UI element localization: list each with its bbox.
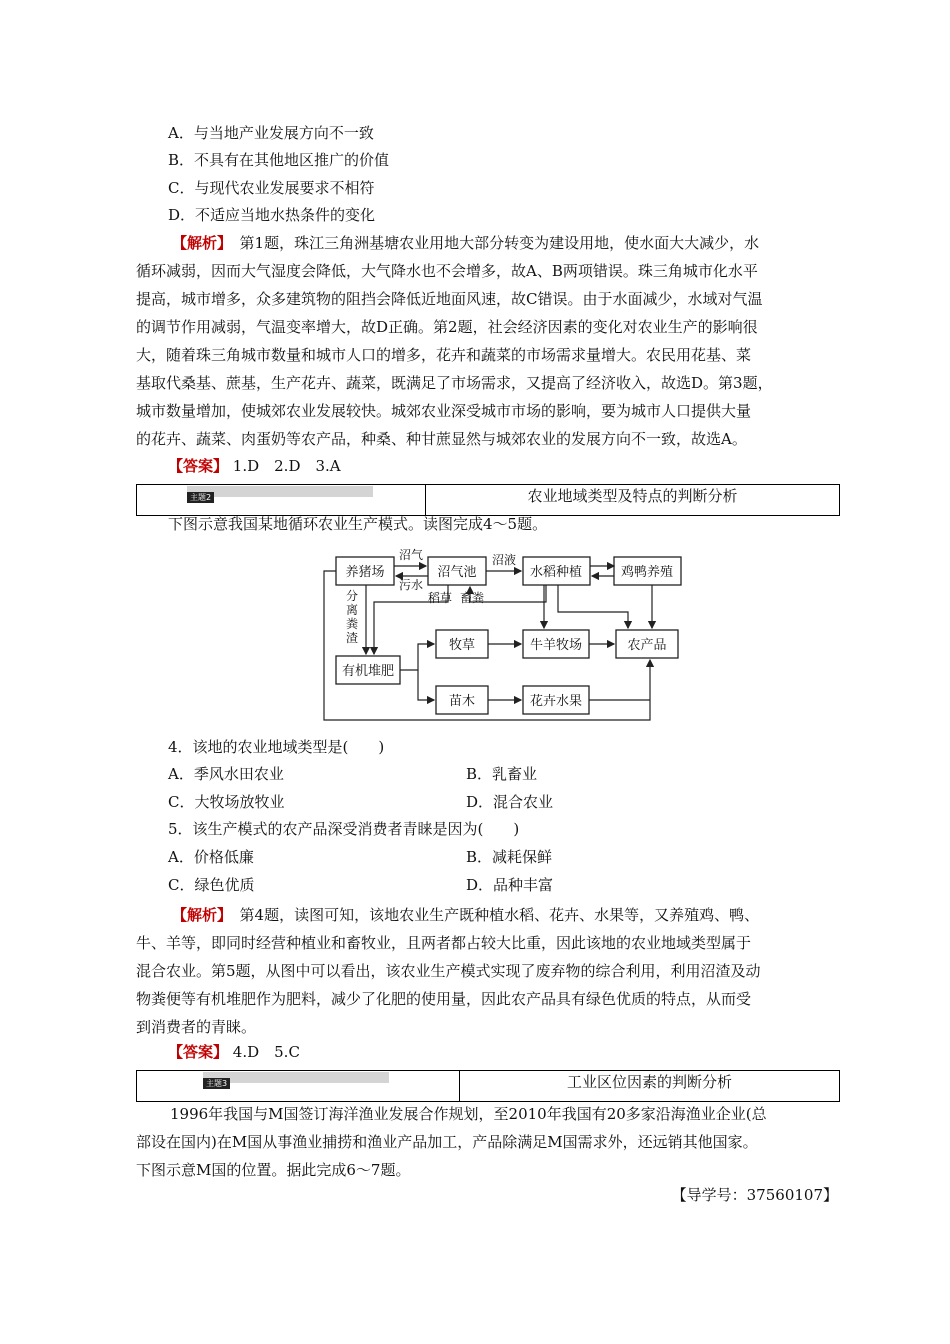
option-c: C．与现代农业发展要求不相符 xyxy=(168,179,375,197)
node-label: 牧草 xyxy=(448,638,476,653)
intro-row: 1996年我国与M国签订海洋渔业发展合作规划，至2010年我国有20多家沿海渔业企业(总 xyxy=(170,1105,767,1123)
intro-text: 下图示意我国某地循环农业生产模式。读图完成4～5题。 xyxy=(168,515,548,533)
topic-bar-2 xyxy=(136,484,840,516)
node-label: 苗木 xyxy=(448,694,476,709)
analysis-tag: 【解析】 xyxy=(172,234,225,252)
circular-agriculture-diagram xyxy=(318,540,674,730)
topic-title: 工业区位因素的判断分析 xyxy=(566,1073,732,1091)
node-label: 牛羊牧场 xyxy=(529,638,583,653)
guide-number: 【导学号：37560107】 xyxy=(671,1186,838,1204)
analysis-row: 物粪便等有机堆肥作为肥料，减少了化肥的使用量，因此农产品具有绿色优质的特点，从而受 xyxy=(136,990,752,1008)
question-5: 5．该生产模式的农产品深受消费者青睐是因为( ) xyxy=(168,820,520,838)
analysis-row: 城市数量增加，使城郊农业发展较快。城郊农业深受城市市场的影响，要为城市人口提供大量 xyxy=(136,402,752,420)
intro-row: 下图示意M国的位置。据此完成6～7题。 xyxy=(136,1161,411,1179)
option-a: A．价格低廉 xyxy=(168,848,254,866)
option-d: D．混合农业 xyxy=(466,793,554,811)
analysis-row: 【解析】 第4题，读图可知，该地农业生产既种植水稻、花卉、水果等，又养殖鸡、鸭、 xyxy=(172,906,760,924)
analysis-row: 大，随着珠三角城市数量和城市人口的增多，花卉和蔬菜的市场需求量增大。农民用花基、菜 xyxy=(136,346,752,364)
node-label: 农产品 xyxy=(627,638,667,653)
analysis-1 xyxy=(136,229,840,453)
option-b: B．不具有在其他地区推广的价值 xyxy=(168,151,390,169)
answer-text: 1.D 2.D 3.A xyxy=(232,457,341,475)
analysis-row: 的调节作用减弱，气温变率增大，故D正确。第2题，社会经济因素的变化对农业生产的影响很 xyxy=(136,318,758,336)
option-b: B．乳畜业 xyxy=(466,765,538,783)
node-label: 水稻种植 xyxy=(529,565,583,580)
topic-title: 农业地域类型及特点的判断分析 xyxy=(527,487,738,505)
edge-label: 渣 xyxy=(345,631,359,645)
node-label: 鸡鸭养殖 xyxy=(620,565,674,580)
option-c: C．大牧场放牧业 xyxy=(168,793,285,811)
edge-label: 分 xyxy=(345,589,359,603)
edge-label: 沼气 xyxy=(398,548,424,562)
node-label: 花卉水果 xyxy=(529,694,583,709)
analysis-row: 提高，城市增多，众多建筑物的阻挡会降低近地面风速，故C错误。由于水面减少，水域对气温 xyxy=(136,290,763,308)
analysis-row: 混合农业。第5题，从图中可以看出，该农业生产模式实现了废弃物的综合利用，利用沼渣及动 xyxy=(136,962,761,980)
option-a: A．与当地产业发展方向不一致 xyxy=(168,124,374,142)
intro-row: 部设在国内)在M国从事渔业捕捞和渔业产品加工，产品除满足M国需求外，还远销其他国家。 xyxy=(136,1133,758,1151)
edge-label: 粪 xyxy=(345,617,359,631)
option-a: A．季风水田农业 xyxy=(168,765,284,783)
analysis-row: 到消费者的青睐。 xyxy=(136,1018,257,1036)
option-d: D．不适应当地水热条件的变化 xyxy=(168,206,376,224)
analysis-row: 的花卉、蔬菜、肉蛋奶等农产品，种桑、种甘蔗显然与城郊农业的发展方向不一致，故选A。 xyxy=(136,430,747,448)
option-c: C．绿色优质 xyxy=(168,876,255,894)
answer-1 xyxy=(168,456,341,476)
analysis-row: 循环减弱，因而大气湿度会降低，大气降水也不会增多，故A、B两项错误。珠三角城市化水平 xyxy=(136,262,758,280)
topic-badge: 主题2 xyxy=(187,486,373,497)
analysis-2 xyxy=(136,901,840,1041)
answer-tag: 【答案】 xyxy=(168,1043,229,1061)
node-label: 养猪场 xyxy=(345,565,385,580)
question-4: 4．该地的农业地域类型是( ) xyxy=(168,738,385,756)
edge-label: 稻草 xyxy=(427,591,453,605)
option-d: D．品种丰富 xyxy=(466,876,554,894)
edge-label: 沼液 xyxy=(491,553,517,567)
edge-label: 离 xyxy=(345,603,359,617)
edge-label: 畜粪 xyxy=(459,591,485,605)
edge-label: 污水 xyxy=(398,578,424,592)
analysis-row: 【解析】 第1题，珠江三角洲基塘农业用地大部分转变为建设用地，使水面大大减少，水 xyxy=(172,234,760,252)
node-label: 有机堆肥 xyxy=(341,664,395,679)
option-b: B．减耗保鲜 xyxy=(466,848,553,866)
topic-badge: 主题3 xyxy=(203,1072,389,1083)
node-label: 沼气池 xyxy=(437,565,477,580)
analysis-tag: 【解析】 xyxy=(172,906,225,924)
topic-bar-3 xyxy=(136,1070,840,1102)
answer-2 xyxy=(168,1042,300,1062)
analysis-row: 基取代桑基、蔗基，生产花卉、蔬菜，既满足了市场需求，又提高了经济收入，故选D。第3题， xyxy=(136,374,773,392)
answer-tag: 【答案】 xyxy=(168,457,229,475)
analysis-row: 牛、羊等，即同时经营种植业和畜牧业，且两者都占较大比重，因此该地的农业地域类型属于 xyxy=(136,934,752,952)
intro-3 xyxy=(136,1100,840,1184)
answer-text: 4.D 5.C xyxy=(232,1043,300,1061)
